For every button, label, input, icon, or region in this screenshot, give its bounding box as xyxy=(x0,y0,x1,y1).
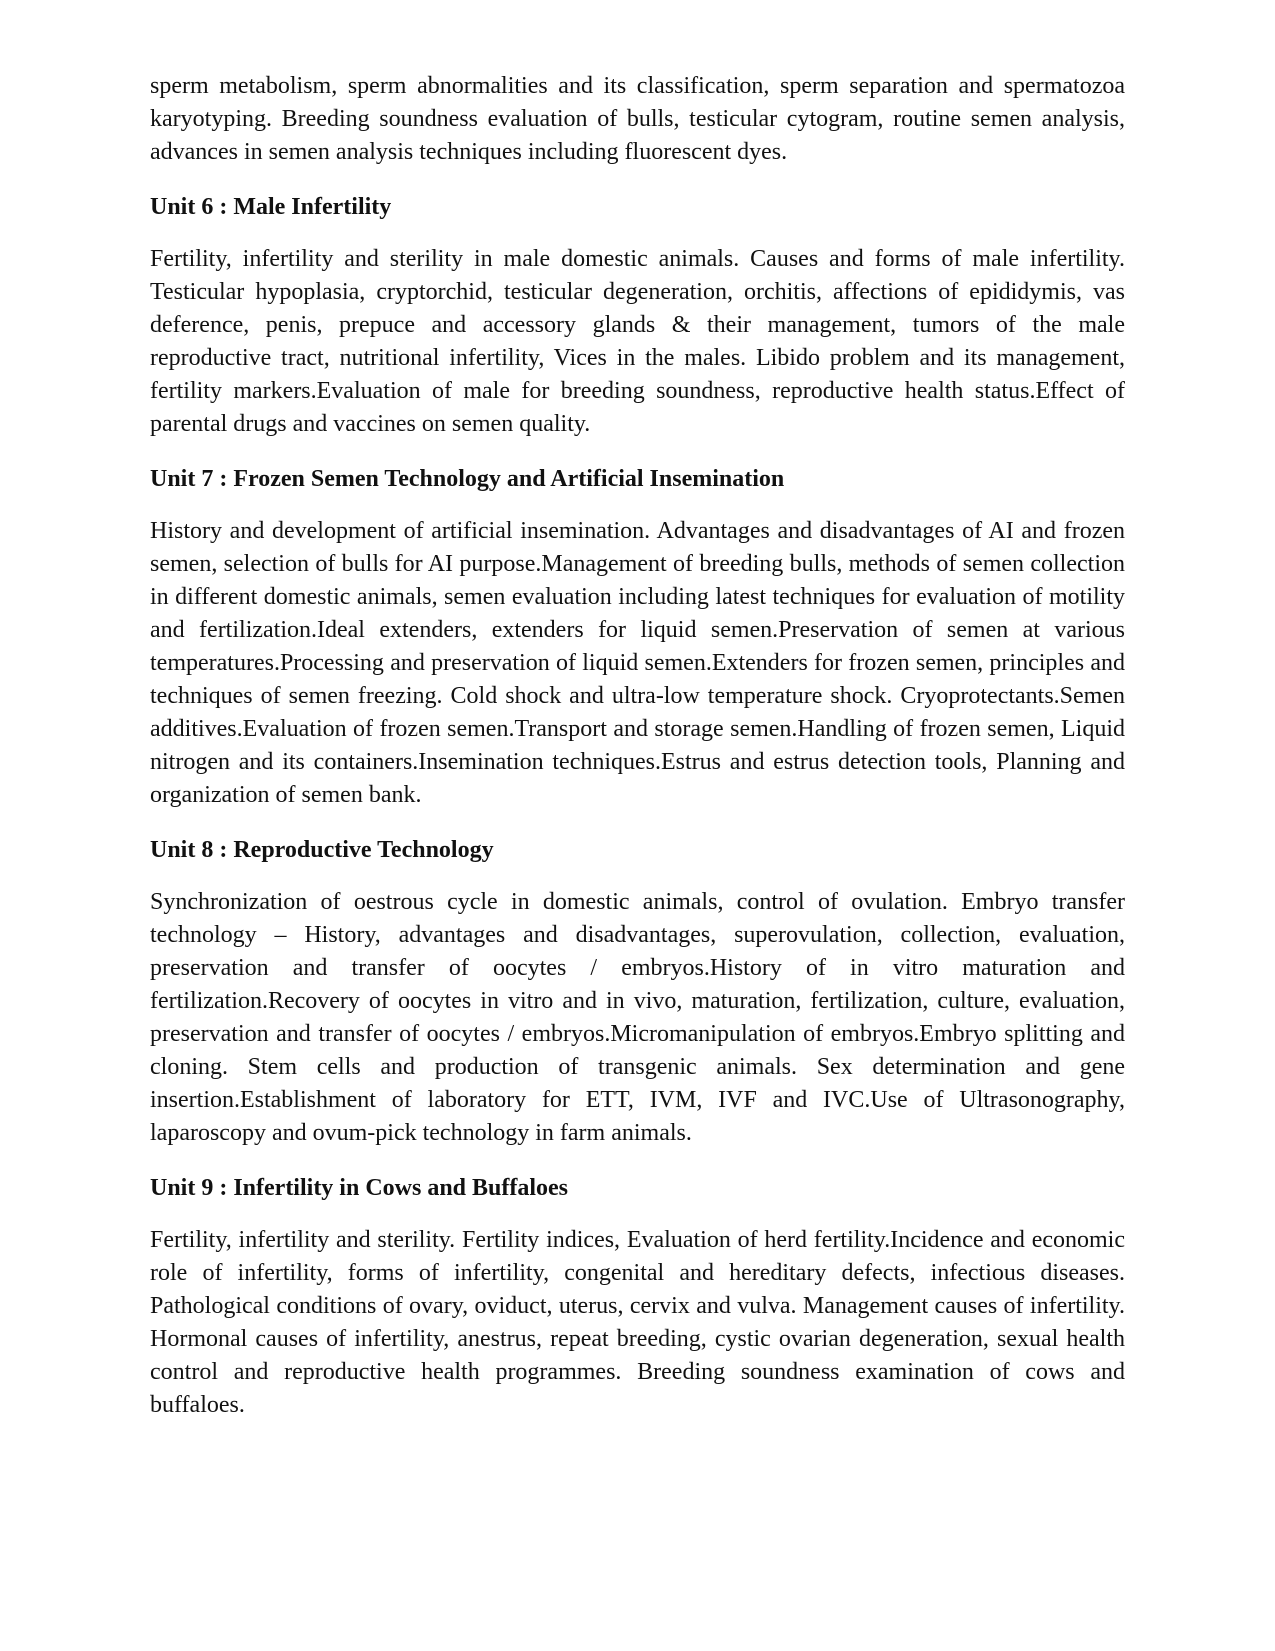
unit-9-heading: Unit 9 : Infertility in Cows and Buffaloes xyxy=(150,1175,569,1201)
unit-8-body: Synchronization of oestrous cycle in domestic animals, control of ovulation. Embryo transfer technology – History, advantages and disadvantages, superovulation, collection, evaluation, preservation and transfer of oocytes / embryos.History of in vitro maturation and fertilization.Recovery of oocytes in vitro and in vivo, maturation, fertilization, culture, evaluation, preservation and transfer of oocytes / embryos.Micromanipulation of embryos.Embryo splitting and cloning. Stem cells and production of transgenic animals. Sex determination and gene insertion.Establishment of laboratory for ETT, IVM, IVF and IVC.Use of Ultrasonography, laparoscopy and ovum-pick technology in farm animals. xyxy=(150,889,1125,1146)
unit-9-body: Fertility, infertility and sterility. Fertility indices, Evaluation of herd fertility.Incidence and economic role of infertility, forms of infertility, congenital and hereditary defects, infectious diseases. Pathological conditions of ovary, oviduct, uterus, cervix and vulva. Management causes of infertility. Hormonal causes of infertility, anestrus, repeat breeding, cystic ovarian degeneration, sexual health control and reproductive health programmes. Breeding soundness examination of cows and buffaloes. xyxy=(150,1227,1125,1418)
intro-paragraph: sperm metabolism, sperm abnormalities and its classification, sperm separation and spermatozoa karyotyping. Breeding soundness evaluation of bulls, testicular cytogram, routine semen analysis, advances in semen analysis techniques including fluorescent dyes. xyxy=(150,73,1125,165)
unit-6-heading: Unit 6 : Male Infertility xyxy=(150,194,392,220)
document-page xyxy=(150,70,1125,1422)
unit-7-heading: Unit 7 : Frozen Semen Technology and Artificial Insemination xyxy=(150,466,785,492)
unit-6-body: Fertility, infertility and sterility in male domestic animals. Causes and forms of male infertility. Testicular hypoplasia, cryptorchid, testicular degeneration, orchitis, affections of epididymis, vas deference, penis, prepuce and accessory glands & their management, tumors of the male reproductive tract, nutritional infertility, Vices in the males. Libido problem and its management, fertility markers.Evaluation of male for breeding soundness, reproductive health status.Effect of parental drugs and vaccines on semen quality. xyxy=(150,246,1125,437)
unit-8-heading: Unit 8 : Reproductive Technology xyxy=(150,837,494,863)
unit-7-body: History and development of artificial insemination. Advantages and disadvantages of AI and frozen semen, selection of bulls for AI purpose.Management of breeding bulls, methods of semen collection in different domestic animals, semen evaluation including latest techniques for evaluation of motility and fertilization.Ideal extenders, extenders for liquid semen.Preservation of semen at various temperatures.Processing and preservation of liquid semen.Extenders for frozen semen, principles and techniques of semen freezing. Cold shock and ultra-low temperature shock. Cryoprotectants.Semen additives.Evaluation of frozen semen.Transport and storage semen.Handling of frozen semen, Liquid nitrogen and its containers.Insemination techniques.Estrus and estrus detection tools, Planning and organization of semen bank. xyxy=(150,518,1125,808)
